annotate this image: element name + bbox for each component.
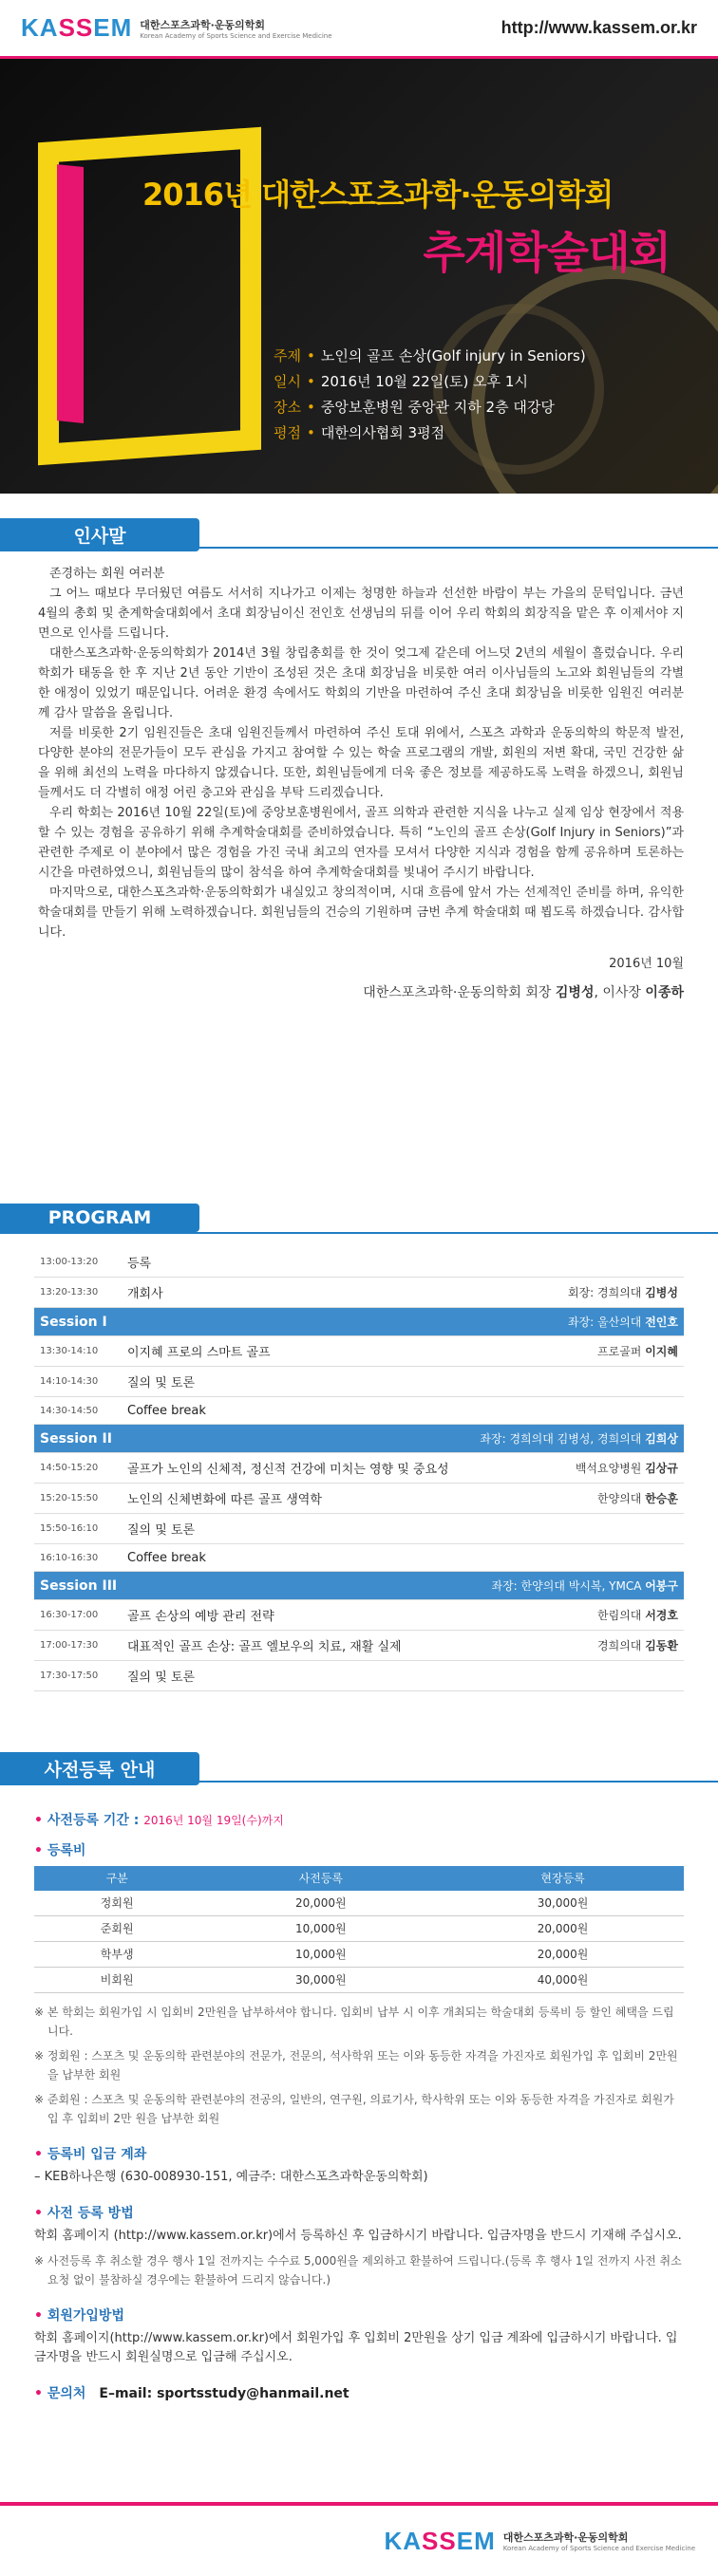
program-speaker	[466, 1631, 684, 1661]
session-title: Session III	[34, 1572, 466, 1600]
program-time: 13:20-13:30	[34, 1278, 122, 1308]
chair-label: 좌장: 경희의대 김병성, 경희의대	[480, 1432, 646, 1446]
info-value: 대한의사협회 3평점	[320, 424, 445, 441]
event-main-title: 추계학술대회	[423, 227, 671, 278]
program-row	[34, 1631, 684, 1661]
president-name: 김병성	[555, 985, 595, 1000]
info-label: 장소	[274, 399, 301, 416]
letter-salutation: 존경하는 회원 여러분	[49, 567, 165, 581]
letter-paragraph: 대한스포츠과학·운동의학회가 2014년 3월 창립총회를 한 것이 엊그제 같은데 어느덧 2년의 세월이 흘렀습니다. 우리 학회가 태동을 한 후 지난 2년 동안 기반이 조성된 것은 초대 회장님을 비롯한 여러 이사님들의 노고와 회원님들의 각별한 애정이 있었기 때문입니다. 어려운 환경 속에서도 학회의 기반을 마련하여 주신 초대 회장님을 비롯한 임원진 여러분께 감사 말씀을 올립니다.	[38, 646, 684, 720]
footer-kassem-logo[interactable]	[384, 2527, 695, 2556]
fee-cell: 20,000원	[442, 1916, 684, 1942]
program-speaker	[466, 1247, 684, 1278]
program-speaker	[466, 1453, 684, 1484]
speaker-affiliation: 백석요양병원	[575, 1462, 646, 1475]
program-row	[34, 1661, 684, 1691]
fee-note: ※ 준회원 : 스포츠 및 운동의학 관련분야의 전공의, 일반의, 연구원, 의료기사, 학사학위 또는 이와 동등한 자격을 가진자로 회원가입 후 입회비 2만 원을 납부한 회원	[34, 2093, 674, 2125]
program-title: 이지혜 프로의 스마트 골프	[122, 1336, 466, 1367]
program-speaker	[466, 1484, 684, 1514]
speaker-name: 김동환	[645, 1639, 678, 1652]
info-label: 주제	[274, 347, 301, 364]
logo-english-name: Korean Academy of Sports Science and Exercise Medicine	[502, 2545, 695, 2552]
program-time: 17:30-17:50	[34, 1661, 122, 1691]
chair-name: 전인호	[645, 1316, 678, 1329]
program-row	[34, 1278, 684, 1308]
event-info	[274, 344, 586, 446]
speaker-affiliation: 프로골퍼	[597, 1345, 646, 1358]
bullet: •	[34, 2147, 47, 2162]
website-url-link[interactable]: http://www.kassem.or.kr	[501, 18, 697, 37]
fee-cell: 20,000원	[199, 1891, 442, 1916]
info-row-credits	[274, 420, 586, 446]
join-label: 회원가입방법	[47, 2308, 124, 2324]
fee-header: 사전등록	[199, 1866, 442, 1891]
letter-paragraph: 마지막으로, 대한스포츠과학·운동의학회가 내실있고 창의적이며, 시대 흐름에 앞서 가는 선제적인 준비를 하며, 유익한 학술대회를 만들기 위해 노력하겠습니다. 회원님들의 건승의 기원하며 금번 추계 학술대회 때 뵙도록 하겠습니다. 감사합니다.	[38, 886, 684, 940]
program-time: 16:10-16:30	[34, 1544, 122, 1572]
chair-name: 이종하	[645, 985, 684, 1000]
event-year-title: 2016년 대한스포츠과학·운동의학회	[142, 177, 614, 213]
program-title: 질의 및 토론	[122, 1367, 466, 1397]
letter-paragraph: 그 어느 때보다 무더웠던 여름도 서서히 지나가고 이제는 청명한 하늘과 선선한 바람이 부는 가을의 문턱입니다. 금년 4월의 총회 및 춘계학술대회에서 초대 회장님이신 전인호 선생님의 뒤를 이어 우리 학회의 회장직을 맡은 후 이제서야 지면으로 인사를 드립니다.	[38, 587, 684, 641]
logo-korean-name: 대한스포츠과학·운동의학회	[502, 2531, 629, 2544]
letter-paragraph: 우리 학회는 2016년 10월 22일(토)에 중앙보훈병원에서, 골프 의학과 관련한 지식을 나누고 실제 임상 현장에서 적용할 수 있는 경험을 공유하기 위해 추계학술대회를 준비하였습니다. 특히 “노인의 골프 손상(Golf Injury in Seniors)”과 관련한 주제로 이 분야에서 많은 경험을 가진 국내 최고의 연자를 모셔서 다양한 지식과 경험을 함께 공유하며 토론하는 시간을 마련하였으니, 회원님들의 많이 참석을 하여 추계학술대회를 빛내어 주시기 바랍니다.	[38, 806, 684, 880]
period-value: 2016년 10월 19일(수)까지	[143, 1814, 284, 1827]
join-heading	[34, 2306, 684, 2325]
footer	[0, 2502, 718, 2576]
fee-row	[34, 1891, 684, 1916]
info-row-date	[274, 369, 586, 395]
fee-cell: 정회원	[34, 1891, 199, 1916]
program-time: 13:00-13:20	[34, 1247, 122, 1278]
join-text: 학회 홈페이지(http://www.kassem.or.kr)에서 회원가입 후 입회비 2만원을 상기 입금 계좌에 입금하시기 바랍니다. 입금자명을 반드시 회원실명으로 입금해 주십시오.	[34, 2331, 678, 2364]
info-bullet: •	[306, 399, 315, 416]
program-time: 14:50-15:20	[34, 1453, 122, 1484]
info-bullet: •	[306, 373, 315, 390]
program-title: 골프가 노인의 신체적, 정신적 건강에 미치는 영향 및 중요성	[122, 1453, 466, 1484]
session-header-row	[34, 1308, 684, 1336]
fee-note: ※ 본 학회는 회원가입 시 입회비 2만원을 납부하셔야 합니다. 입회비 납부 시 이후 개최되는 학술대회 등록비 등 할인 혜택을 드립니다.	[34, 2006, 674, 2038]
letter-signature	[38, 983, 684, 1003]
program-speaker	[466, 1278, 684, 1308]
method-label: 사전 등록 방법	[47, 2206, 134, 2221]
account-label: 등록비 입금 계좌	[47, 2147, 147, 2162]
fee-row	[34, 1968, 684, 1993]
program-title: 질의 및 토론	[122, 1514, 466, 1544]
logo-text	[140, 17, 331, 40]
registration-body	[34, 1800, 684, 2403]
speaker-affiliation: 경희의대	[597, 1639, 646, 1652]
logo-text	[503, 2529, 695, 2552]
program-speaker	[466, 1367, 684, 1397]
logo-english-name: Korean Academy of Sports Science and Exercise Medicine	[140, 31, 332, 40]
contact-heading	[34, 2384, 684, 2403]
speaker-affiliation: 한양의대	[597, 1492, 646, 1505]
fee-cell: 비회원	[34, 1968, 199, 1993]
program-time: 15:50-16:10	[34, 1514, 122, 1544]
period-label: 사전등록 기간 :	[47, 1813, 144, 1828]
session-chair	[466, 1425, 684, 1453]
section-title: PROGRAM	[0, 1204, 199, 1232]
fee-cell: 10,000원	[199, 1916, 442, 1942]
info-value: 중앙보훈병원 중앙관 지하 2층 대강당	[320, 399, 555, 416]
program-row	[34, 1484, 684, 1514]
section-title: 사전등록 안내	[0, 1752, 199, 1785]
letter-paragraph: 저를 비롯한 2기 임원진들은 초대 임원진들께서 마련하여 주신 토대 위에서, 스포츠 과학과 운동의학의 학문적 발전, 다양한 분야의 전문가들이 모두 관심을 가지고 참여할 수 있는 학술 프로그램의 개발, 회원의 저변 확대, 국민 건강한 삶을 위해 최선의 노력을 마다하지 않겠습니다. 또한, 회원님들에게 더욱 좋은 정보를 제공하도록 노력을 하겠으니, 회원님들께서도 더 각별히 애정 어린 충고와 관심을 부탁 드리겠습니다.	[38, 726, 684, 800]
program-row	[34, 1367, 684, 1397]
speaker-affiliation: 한림의대	[597, 1609, 646, 1622]
method-text: 학회 홈페이지 (http://www.kassem.or.kr)에서 등록하신 후 입금하시기 바랍니다. 입금자명을 반드시 기재해 주십시오.	[34, 2229, 682, 2243]
info-row-topic	[274, 344, 586, 369]
program-row	[34, 1397, 684, 1425]
session-header-row	[34, 1425, 684, 1453]
session-title: Session II	[34, 1425, 466, 1453]
program-title: 골프 손상의 예방 관리 전략	[122, 1600, 466, 1631]
bullet: •	[34, 2206, 47, 2221]
program-row	[34, 1336, 684, 1367]
fee-row	[34, 1942, 684, 1968]
account-info: – KEB하나은행 (630-008930-151, 예금주: 대한스포츠과학운동의학회)	[34, 2170, 428, 2184]
program-speaker	[466, 1600, 684, 1631]
info-label: 평점	[274, 424, 301, 441]
program-title: Coffee break	[122, 1544, 466, 1572]
fee-table	[34, 1866, 684, 1993]
program-speaker	[466, 1336, 684, 1367]
fee-cell: 준회원	[34, 1916, 199, 1942]
method-note: ※ 사전등록 후 취소할 경우 행사 1일 전까지는 수수료 5,000원을 제외하고 환불하여 드립니다.(등록 후 행사 1일 전까지 사전 취소 요청 없이 불참하실 경우에는 환불하여 드리지 않습니다.)	[34, 2254, 682, 2287]
program-speaker	[466, 1514, 684, 1544]
info-value: 2016년 10월 22일(토) 오후 1시	[320, 373, 528, 390]
letter-date: 2016년 10월	[609, 957, 684, 971]
program-row	[34, 1247, 684, 1278]
signature-mid: , 이사장	[594, 985, 646, 1000]
chair-name: 어봉구	[645, 1579, 678, 1593]
chair-label: 좌장: 한양의대 박시복, YMCA	[491, 1579, 646, 1593]
kassem-logo[interactable]	[21, 13, 332, 43]
hero-banner	[0, 59, 718, 494]
program-title: 대표적인 골프 손상: 골프 엘보우의 치료, 재활 실제	[122, 1631, 466, 1661]
section-title: 인사말	[0, 518, 199, 551]
info-bullet: •	[306, 347, 315, 364]
speaker-name: 한승훈	[645, 1492, 678, 1505]
top-bar	[0, 0, 718, 59]
info-value: 노인의 골프 손상(Golf injury in Seniors)	[320, 347, 586, 364]
speaker-name: 이지혜	[645, 1345, 678, 1358]
fee-row	[34, 1916, 684, 1942]
method-heading	[34, 2204, 684, 2223]
program-title: 등록	[122, 1247, 466, 1278]
program-time: 14:30-14:50	[34, 1397, 122, 1425]
bullet: •	[34, 1813, 47, 1828]
session-header-row	[34, 1572, 684, 1600]
fee-cell: 30,000원	[199, 1968, 442, 1993]
program-row	[34, 1544, 684, 1572]
program-title: 개회사	[122, 1278, 466, 1308]
speaker-name: 서경호	[645, 1609, 678, 1622]
section-divider	[0, 547, 718, 549]
program-time: 15:20-15:50	[34, 1484, 122, 1514]
bullet: •	[34, 1843, 47, 1858]
speaker-affiliation: 회장: 경희의대	[567, 1286, 646, 1299]
greeting-letter	[38, 564, 684, 1003]
program-title: 질의 및 토론	[122, 1661, 466, 1691]
program-time: 13:30-14:10	[34, 1336, 122, 1367]
bullet: •	[34, 2308, 47, 2324]
fee-header: 구분	[34, 1866, 199, 1891]
program-row	[34, 1453, 684, 1484]
bullet: •	[34, 2386, 47, 2401]
session-chair	[466, 1308, 684, 1336]
fee-cell: 10,000원	[199, 1942, 442, 1968]
registration-period	[34, 1811, 684, 1830]
fee-header: 현장등록	[442, 1866, 684, 1891]
program-speaker	[466, 1544, 684, 1572]
program-table	[34, 1247, 684, 1691]
program-title: Coffee break	[122, 1397, 466, 1425]
info-row-venue	[274, 395, 586, 420]
section-divider	[0, 1232, 718, 1234]
fee-heading	[34, 1841, 684, 1860]
program-time: 14:10-14:30	[34, 1367, 122, 1397]
program-speaker	[466, 1397, 684, 1425]
info-label: 일시	[274, 373, 301, 390]
section-divider	[0, 1781, 718, 1783]
fee-cell: 학부생	[34, 1942, 199, 1968]
fee-cell: 30,000원	[442, 1891, 684, 1916]
program-time: 17:00-17:30	[34, 1631, 122, 1661]
logo-mark: KASSEM	[21, 13, 133, 42]
fee-note: ※ 정회원 : 스포츠 및 운동의학 관련분야의 전문가, 전문의, 석사학위 또는 이와 동등한 자격을 가진자로 회원가입 후 입회비 2만원을 납부한 회원	[34, 2049, 678, 2081]
fee-cell: 20,000원	[442, 1942, 684, 1968]
logo-korean-name: 대한스포츠과학·운동의학회	[140, 18, 265, 31]
speaker-name: 김상규	[645, 1462, 678, 1475]
program-title: 노인의 신체변화에 따른 골프 생역학	[122, 1484, 466, 1514]
chair-name: 김희상	[645, 1432, 678, 1446]
session-chair	[466, 1572, 684, 1600]
chair-label: 좌장: 울산의대	[567, 1316, 646, 1329]
program-row	[34, 1600, 684, 1631]
fee-cell: 40,000원	[442, 1968, 684, 1993]
session-title: Session I	[34, 1308, 466, 1336]
program-row	[34, 1514, 684, 1544]
program-time: 16:30-17:00	[34, 1600, 122, 1631]
contact-label: 문의처	[47, 2386, 86, 2401]
info-bullet: •	[306, 424, 315, 441]
speaker-name: 김병성	[645, 1286, 678, 1299]
account-heading	[34, 2145, 684, 2164]
signature-prefix: 대한스포츠과학·운동의학회 회장	[363, 985, 556, 1000]
program-speaker	[466, 1661, 684, 1691]
fee-label: 등록비	[47, 1843, 86, 1858]
contact-email-link[interactable]: E–mail: sportsstudy@hanmail.net	[99, 2386, 350, 2401]
logo-mark: KASSEM	[384, 2526, 496, 2555]
